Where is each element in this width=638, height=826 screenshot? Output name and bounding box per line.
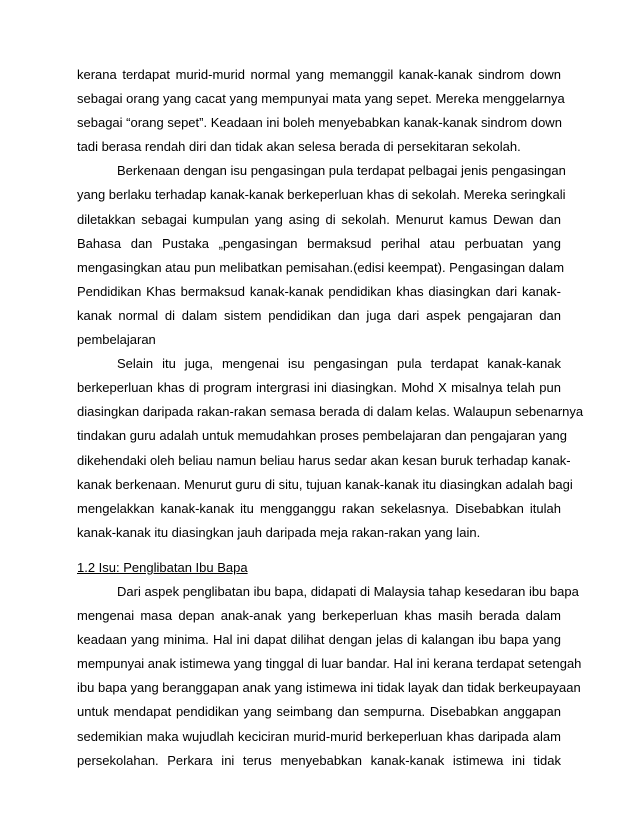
text-line: yang berlaku terhadap kanak-kanak berkeperluan khas di sekolah. Mereka seringkali	[77, 187, 566, 203]
paragraph	[77, 63, 565, 159]
paragraph	[77, 159, 566, 352]
text-line: sebagai orang yang cacat yang mempunyai mata yang sepet. Mereka menggelarnya	[77, 91, 565, 107]
paragraph	[77, 580, 582, 773]
text-line: mengelakkan kanak-kanak itu mengganggu rakan sekelasnya. Disebabkan itulah	[77, 500, 561, 516]
paragraph	[77, 352, 584, 545]
section-penglibatan	[77, 580, 582, 773]
text-line: sebagai “orang sepet”. Keadaan ini boleh menyebabkan kanak-kanak sindrom down	[77, 115, 562, 131]
document-body	[77, 63, 584, 773]
text-line: tindakan guru adalah untuk memudahkan proses pembelajaran dan pengajaran yang	[77, 428, 568, 444]
text-line: sedemikian maka wujudlah keciciran murid-murid berkeperluan khas daripada alam	[77, 728, 561, 744]
text-line: Berkenaan dengan isu pengasingan pula terdapat pelbagai jenis pengasingan	[117, 163, 566, 179]
text-line: Bahasa dan Pustaka „pengasingan bermaksud perihal atau perbuatan yang	[77, 235, 561, 251]
text-line: untuk mendapat pendidikan yang seimbang dan sempurna. Disebabkan anggapan	[77, 704, 561, 720]
text-line: keadaan yang minima. Hal ini dapat dilihat dengan jelas di kalangan ibu bapa yang	[77, 632, 561, 648]
text-line: Pendidikan Khas bermaksud kanak-kanak pendidikan khas diasingkan dari kanak-	[77, 283, 561, 299]
text-line: mengenai masa depan anak-anak yang berkeperluan khas masih berada dalam	[77, 608, 561, 624]
text-line: kanak berkenaan. Menurut guru di situ, tujuan kanak-kanak itu diasingkan adalah bagi	[77, 476, 573, 492]
text-line: berkeperluan khas di program intergrasi ini diasingkan. Mohd X misalnya telah pun	[77, 380, 561, 396]
text-line: mempunyai anak istimewa yang tinggal di luar bandar. Hal ini kerana terdapat setengah	[77, 656, 582, 672]
text-line: kerana terdapat murid-murid normal yang memanggil kanak-kanak sindrom down	[77, 67, 561, 82]
text-line: diasingkan daripada rakan-rakan semasa berada di dalam kelas. Walaupun sebenarnya	[77, 404, 584, 420]
text-line: mengasingkan atau pun melibatkan pemisahan.(edisi keempat). Pengasingan dalam	[77, 259, 565, 275]
section-heading: 1.2 Isu: Penglibatan Ibu Bapa	[77, 559, 248, 575]
text-line: dikehendaki oleh beliau namun beliau harus sedar akan kesan buruk terhadap kanak-	[77, 452, 571, 468]
text-line: pembelajaran	[77, 332, 156, 348]
text-line: Selain itu juga, mengenai isu pengasingan pula terdapat kanak-kanak	[117, 356, 561, 372]
text-line: kanak-kanak itu diasingkan jauh daripada meja rakan-rakan yang lain.	[77, 524, 481, 540]
text-line: ibu bapa yang beranggapan anak yang istimewa ini tidak layak dan tidak berkeupayaan	[77, 680, 581, 696]
text-line: kanak normal di dalam sistem pendidikan dan juga dari aspek pengajaran dan	[77, 307, 561, 323]
text-line: diletakkan sebagai kumpulan yang asing di sekolah. Menurut kamus Dewan dan	[77, 211, 561, 227]
text-line: persekolahan. Perkara ini terus menyebabkan kanak-kanak istimewa ini tidak	[77, 752, 561, 768]
text-line: Dari aspek penglibatan ibu bapa, didapati di Malaysia tahap kesedaran ibu bapa	[117, 583, 579, 599]
text-line: tadi berasa rendah diri dan tidak akan selesa berada di persekitaran sekolah.	[77, 139, 521, 155]
section-pengasingan	[77, 63, 584, 545]
